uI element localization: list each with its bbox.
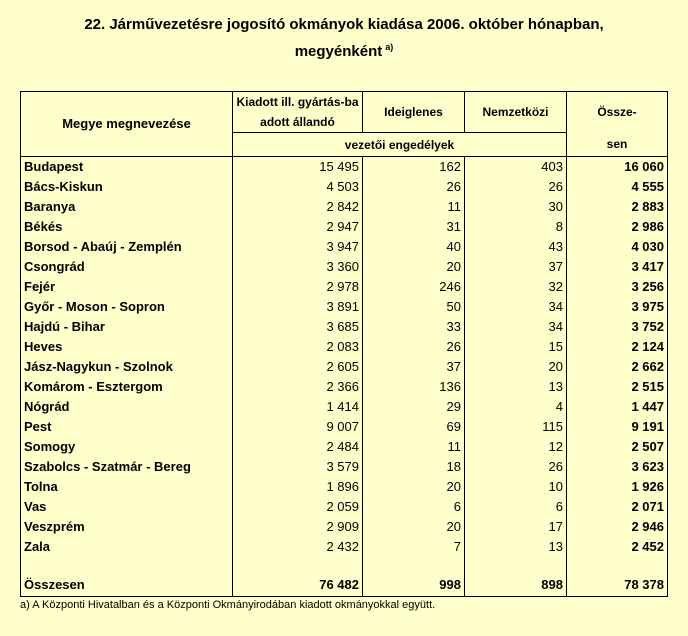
international-value: 12 [465, 437, 567, 457]
international-value: 30 [465, 197, 567, 217]
county-name: Tolna [21, 477, 233, 497]
temporary-value: 50 [363, 297, 465, 317]
total-value: 2 124 [567, 337, 668, 357]
table-title [0, 14, 688, 63]
county-name: Győr - Moson - Sopron [21, 297, 233, 317]
table-row [21, 437, 668, 457]
permanent-value: 4 503 [233, 177, 363, 197]
international-value: 13 [465, 377, 567, 397]
footnote: a) A Központi Hivatalban és a Központi Okmányirodában kiadott okmányokkal együtt. [20, 599, 436, 611]
total-value: 2 507 [567, 437, 668, 457]
temporary-value: 6 [363, 497, 465, 517]
header-total-top: Össze- [567, 92, 668, 133]
total-row [21, 574, 668, 597]
table-row [21, 317, 668, 337]
international-value: 34 [465, 317, 567, 337]
permanent-value: 2 366 [233, 377, 363, 397]
table-row [21, 477, 668, 497]
table-row [21, 497, 668, 517]
international-value: 8 [465, 217, 567, 237]
temporary-value: 11 [363, 197, 465, 217]
grand-total: 78 378 [567, 574, 668, 597]
county-name: Hajdú - Bihar [21, 317, 233, 337]
international-value: 26 [465, 457, 567, 477]
table-row [21, 157, 668, 178]
permanent-value: 2 978 [233, 277, 363, 297]
total-value: 2 452 [567, 537, 668, 557]
total-value: 3 975 [567, 297, 668, 317]
permanent-value: 2 083 [233, 337, 363, 357]
spacer-cell [21, 557, 233, 574]
title-line-2 [0, 36, 688, 63]
header-row-1 [21, 92, 668, 133]
temporary-value: 18 [363, 457, 465, 477]
permanent-value: 2 842 [233, 197, 363, 217]
total-value: 3 417 [567, 257, 668, 277]
county-name: Komárom - Esztergom [21, 377, 233, 397]
title-line-1: 22. Járművezetésre jogosító okmányok kiadása 2006. október hónapban, [84, 16, 604, 33]
temporary-value: 20 [363, 257, 465, 277]
total-value: 9 191 [567, 417, 668, 437]
total-value: 1 447 [567, 397, 668, 417]
county-name: Pest [21, 417, 233, 437]
table-row [21, 457, 668, 477]
permanent-value: 2 432 [233, 537, 363, 557]
temporary-value: 20 [363, 477, 465, 497]
temporary-value: 40 [363, 237, 465, 257]
county-name: Baranya [21, 197, 233, 217]
header-permanent: Kiadott ill. gyártás-ba adott állandó [233, 92, 363, 133]
temporary-value: 7 [363, 537, 465, 557]
licenses-table [20, 91, 668, 597]
temporary-value: 69 [363, 417, 465, 437]
total-value: 2 946 [567, 517, 668, 537]
county-name: Zala [21, 537, 233, 557]
international-value: 37 [465, 257, 567, 277]
total-value: 2 662 [567, 357, 668, 377]
table-row [21, 377, 668, 397]
international-value: 10 [465, 477, 567, 497]
spacer-cell [567, 557, 668, 574]
international-value: 115 [465, 417, 567, 437]
total-international: 898 [465, 574, 567, 597]
temporary-value: 26 [363, 337, 465, 357]
international-value: 6 [465, 497, 567, 517]
table-row [21, 297, 668, 317]
international-value: 26 [465, 177, 567, 197]
county-name: Veszprém [21, 517, 233, 537]
total-value: 2 986 [567, 217, 668, 237]
footnote-mark: a) [385, 42, 394, 52]
permanent-value: 3 360 [233, 257, 363, 277]
total-value: 16 060 [567, 157, 668, 178]
permanent-value: 1 896 [233, 477, 363, 497]
table-row [21, 177, 668, 197]
table-row [21, 337, 668, 357]
international-value: 403 [465, 157, 567, 178]
county-name: Borsod - Abaúj - Zemplén [21, 237, 233, 257]
header-temporary: Ideiglenes [363, 92, 465, 133]
international-value: 34 [465, 297, 567, 317]
permanent-value: 2 947 [233, 217, 363, 237]
international-value: 43 [465, 237, 567, 257]
table-row [21, 237, 668, 257]
permanent-value: 1 414 [233, 397, 363, 417]
permanent-value: 3 891 [233, 297, 363, 317]
temporary-value: 37 [363, 357, 465, 377]
permanent-value: 2 484 [233, 437, 363, 457]
header-county: Megye megnevezése [21, 92, 233, 157]
table-row [21, 537, 668, 557]
table-row [21, 277, 668, 297]
total-value: 4 555 [567, 177, 668, 197]
international-value: 13 [465, 537, 567, 557]
temporary-value: 246 [363, 277, 465, 297]
total-permanent: 76 482 [233, 574, 363, 597]
table-row [21, 397, 668, 417]
permanent-value: 3 947 [233, 237, 363, 257]
county-name: Bács-Kiskun [21, 177, 233, 197]
total-value: 3 752 [567, 317, 668, 337]
permanent-value: 2 059 [233, 497, 363, 517]
county-name: Nógrád [21, 397, 233, 417]
total-value: 2 071 [567, 497, 668, 517]
temporary-value: 11 [363, 437, 465, 457]
header-international: Nemzetközi [465, 92, 567, 133]
temporary-value: 136 [363, 377, 465, 397]
spacer-cell [363, 557, 465, 574]
temporary-value: 26 [363, 177, 465, 197]
county-name: Jász-Nagykun - Szolnok [21, 357, 233, 377]
table-row [21, 217, 668, 237]
temporary-value: 20 [363, 517, 465, 537]
table-row [21, 517, 668, 537]
permanent-value: 9 007 [233, 417, 363, 437]
header-total-bottom: sen [567, 133, 668, 157]
temporary-value: 162 [363, 157, 465, 178]
permanent-value: 2 605 [233, 357, 363, 377]
total-value: 3 256 [567, 277, 668, 297]
county-name: Heves [21, 337, 233, 357]
total-value: 2 515 [567, 377, 668, 397]
county-name: Somogy [21, 437, 233, 457]
international-value: 17 [465, 517, 567, 537]
county-name: Vas [21, 497, 233, 517]
table-row [21, 417, 668, 437]
permanent-value: 2 909 [233, 517, 363, 537]
international-value: 20 [465, 357, 567, 377]
permanent-value: 3 685 [233, 317, 363, 337]
total-value: 2 883 [567, 197, 668, 217]
total-value: 4 030 [567, 237, 668, 257]
permanent-value: 3 579 [233, 457, 363, 477]
total-value: 1 926 [567, 477, 668, 497]
header-group: vezetői engedélyek [233, 133, 567, 157]
table-row [21, 257, 668, 277]
county-name: Békés [21, 217, 233, 237]
spacer-cell [465, 557, 567, 574]
county-name: Fejér [21, 277, 233, 297]
international-value: 32 [465, 277, 567, 297]
total-temporary: 998 [363, 574, 465, 597]
table-row [21, 197, 668, 217]
temporary-value: 29 [363, 397, 465, 417]
international-value: 4 [465, 397, 567, 417]
county-name: Csongrád [21, 257, 233, 277]
spacer-cell [233, 557, 363, 574]
county-name: Szabolcs - Szatmár - Bereg [21, 457, 233, 477]
permanent-value: 15 495 [233, 157, 363, 178]
international-value: 15 [465, 337, 567, 357]
title-line-2-text: megyénként [294, 43, 383, 60]
temporary-value: 33 [363, 317, 465, 337]
spacer-row [21, 557, 668, 574]
total-value: 3 623 [567, 457, 668, 477]
total-label: Összesen [21, 574, 233, 597]
county-name: Budapest [21, 157, 233, 178]
temporary-value: 31 [363, 217, 465, 237]
table-row [21, 357, 668, 377]
